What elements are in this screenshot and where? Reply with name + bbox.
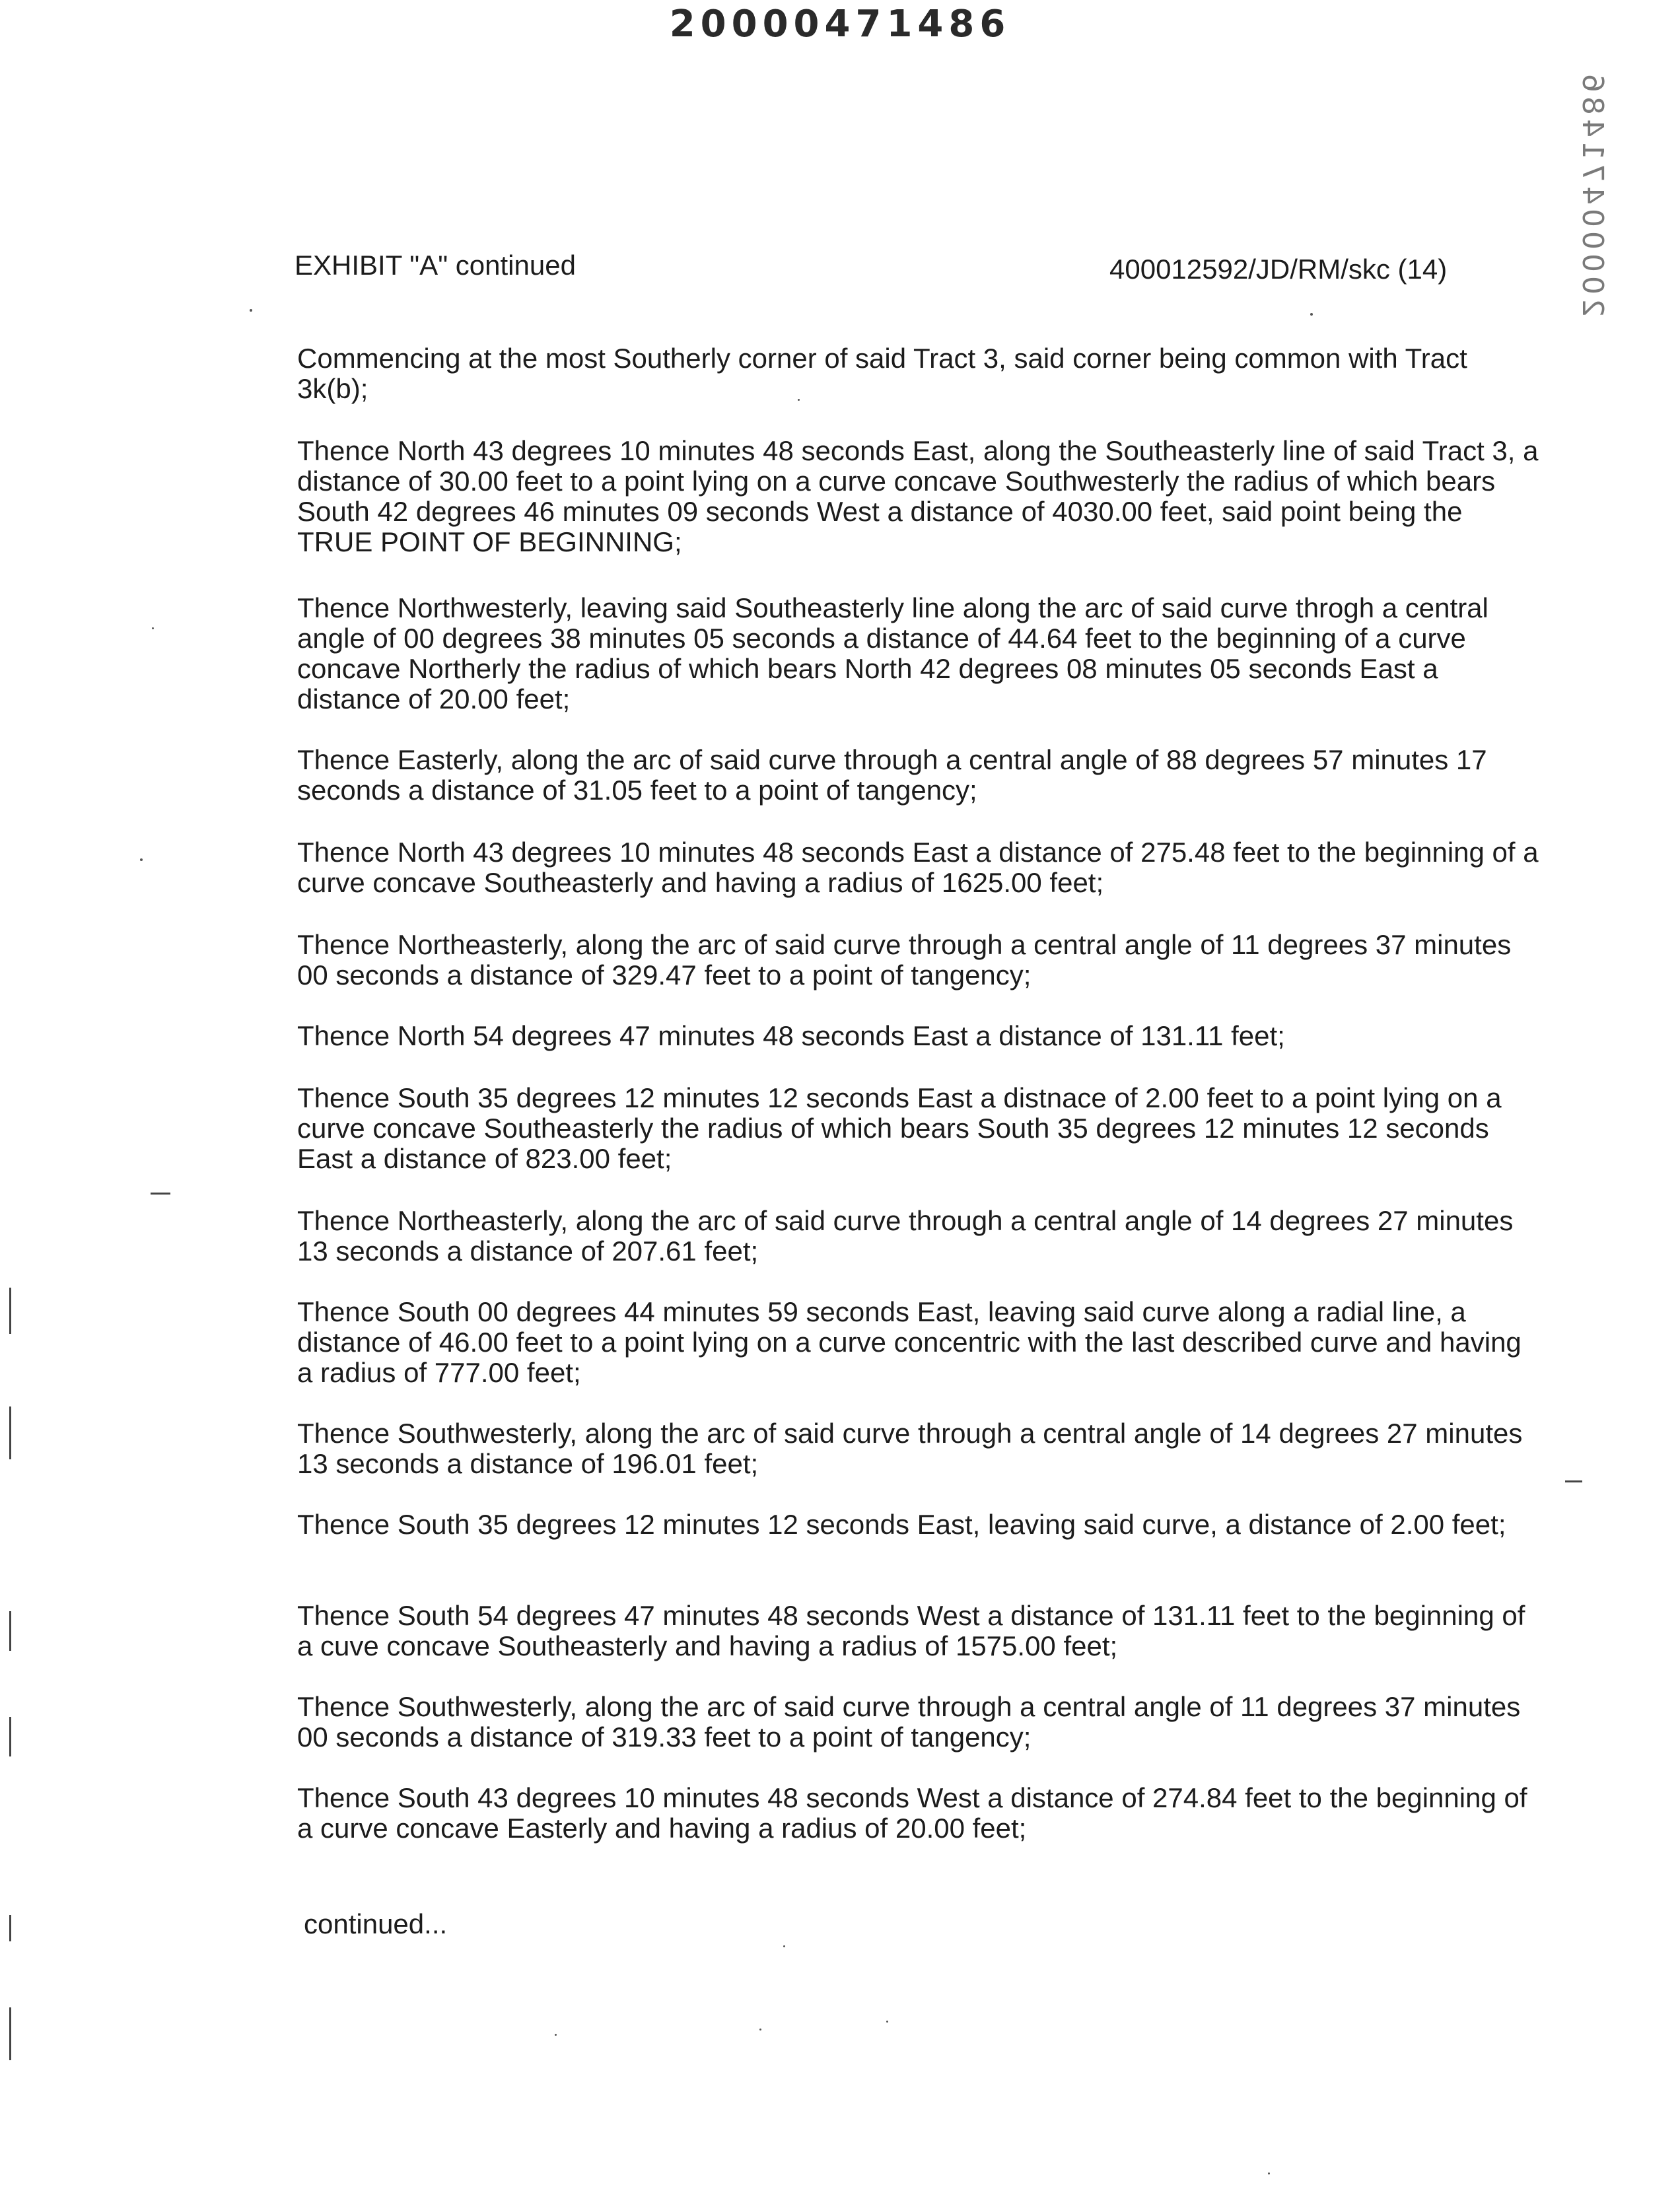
side-stamp	[1576, 70, 1662, 317]
scan-mark	[9, 1288, 11, 1334]
paragraph-commencing: Commencing at the most Southerly corner of said Tract 3, said corner being common with Tract 3k(b);	[297, 343, 1467, 404]
scan-speck	[783, 1945, 785, 1947]
scan-speck	[1310, 313, 1313, 316]
paragraph-course-6: Thence North 54 degrees 47 minutes 48 seconds East a distance of 131.11 feet;	[297, 1020, 1285, 1051]
scan-mark	[151, 1193, 170, 1195]
document-number: 20000471486	[669, 3, 1011, 46]
side-stamp-text: 20000471486	[1576, 70, 1609, 317]
paragraph-course-11: Thence South 35 degrees 12 minutes 12 seconds East, leaving said curve, a distance of 2.00 feet;	[297, 1509, 1506, 1540]
scan-mark	[9, 1717, 11, 1756]
scan-speck	[555, 2034, 557, 2036]
scan-speck	[152, 627, 154, 629]
paragraph-course-5: Thence Northeasterly, along the arc of said curve through a central angle of 11 degrees 37 minutes 00 seconds a distance of 329.47 feet to a point of tangency;	[297, 929, 1512, 990]
paragraph-course-10: Thence Southwesterly, along the arc of said curve through a central angle of 14 degrees 27 minutes 13 seconds a distance of 196.01 feet;	[297, 1418, 1523, 1479]
scan-mark	[9, 1406, 11, 1459]
paragraph-course-14: Thence South 43 degrees 10 minutes 48 seconds West a distance of 274.84 feet to the beginning of a curve concave Easterly and having a radius of 20.00 feet;	[297, 1782, 1527, 1844]
scan-mark	[9, 2007, 11, 2060]
scan-mark	[9, 1611, 11, 1651]
paragraph-course-8: Thence Northeasterly, along the arc of said curve through a central angle of 14 degrees 27 minutes 13 seconds a distance of 207.61 feet;	[297, 1205, 1514, 1267]
scan-speck	[798, 399, 800, 401]
file-reference: 400012592/JD/RM/skc (14)	[1109, 254, 1448, 285]
scan-speck	[759, 2029, 761, 2031]
paragraph-course-3: Thence Easterly, along the arc of said curve through a central angle of 88 degrees 57 minutes 17 seconds a distance of 31.05 feet to a point of tangency;	[297, 744, 1487, 806]
scan-mark	[1565, 1480, 1582, 1482]
paragraph-course-9: Thence South 00 degrees 44 minutes 59 seconds East, leaving said curve along a radial line, a distance of 46.00 feet to a point lying on a curve concentric with the last described curve and having a radius of 777.00 feet;	[297, 1296, 1522, 1388]
paragraph-course-4: Thence North 43 degrees 10 minutes 48 seconds East a distance of 275.48 feet to the beginning of a curve concave Southeasterly and having a radius of 1625.00 feet;	[297, 837, 1539, 898]
scan-speck	[886, 2021, 888, 2023]
exhibit-title: EXHIBIT "A" continued	[295, 250, 576, 281]
scan-speck	[140, 858, 143, 861]
scan-mark	[9, 1915, 11, 1941]
paragraph-course-13: Thence Southwesterly, along the arc of said curve through a central angle of 11 degrees 37 minutes 00 seconds a distance of 319.33 feet to a point of tangency;	[297, 1691, 1521, 1753]
scan-speck	[1268, 2172, 1270, 2174]
paragraph-course-2: Thence Northwesterly, leaving said Southeasterly line along the arc of said curve throgh a central angle of 00 degrees 38 minutes 05 seconds a distance of 44.64 feet to the beginning of a curve concave Northerly the radius of which bears North 42 degrees 08 minutes 05 seconds East a distance of 20.00 feet;	[297, 592, 1488, 714]
continued-note: continued...	[304, 1908, 448, 1939]
scan-speck	[250, 309, 252, 312]
paragraph-course-1: Thence North 43 degrees 10 minutes 48 seconds East, along the Southeasterly line of said Tract 3, a distance of 30.00 feet to a point lying on a curve concave Southwesterly the radius of which bears South 42 degrees 46 minutes 09 seconds West a distance of 4030.00 feet, said point being the TRUE POINT OF BEGINNING;	[297, 435, 1539, 557]
paragraph-course-12: Thence South 54 degrees 47 minutes 48 seconds West a distance of 131.11 feet to the beginning of a cuve concave Southeasterly and having a radius of 1575.00 feet;	[297, 1600, 1525, 1661]
paragraph-course-7: Thence South 35 degrees 12 minutes 12 seconds East a distnace of 2.00 feet to a point lying on a curve concave Southeasterly the radius of which bears South 35 degrees 12 minutes 12 seconds East a distance of 823.00 feet;	[297, 1082, 1502, 1174]
